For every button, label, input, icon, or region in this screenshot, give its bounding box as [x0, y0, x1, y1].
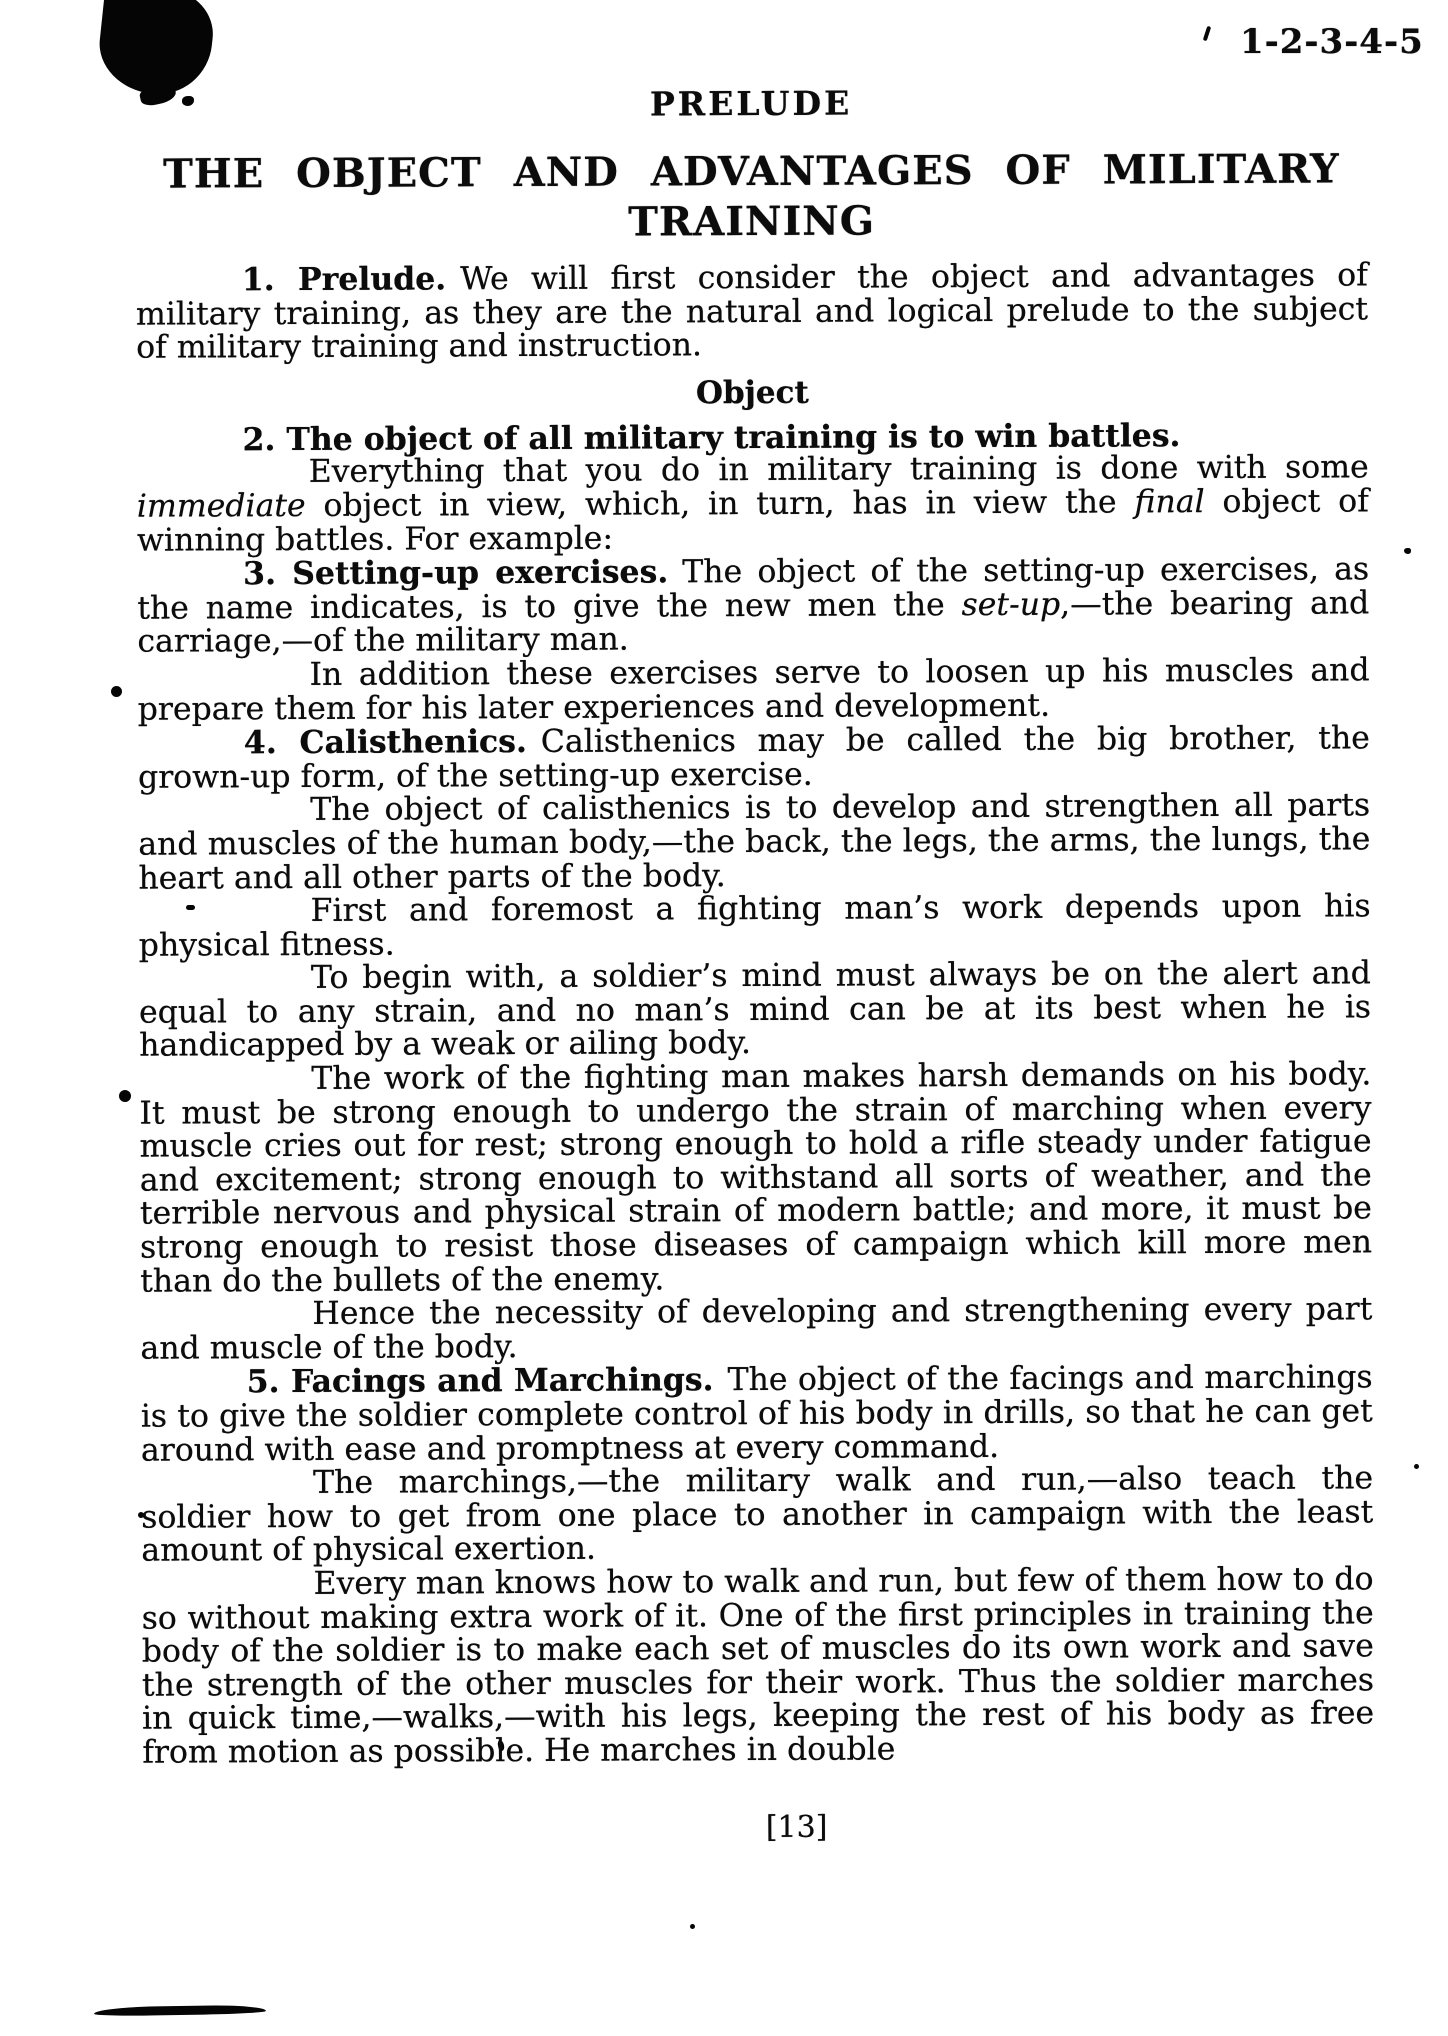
- chapter-title-line-1: THE OBJECT AND ADVANTAGES OF MILITARY: [162, 145, 1340, 198]
- paragraph-5c: Every man knows how to walk and run, but few of them how to do so without making extra work of it. One of the first principles in training the body of the soldier is to make each set of muscles do its own work and save the strength of the other muscles for their work. Thus the soldier marches in quick time,—walks,—with his legs, keeping the rest of his body as free from motion as possible. He marches in double: [141, 1561, 1375, 1771]
- paragraph-2-seg: object in view, which, in turn, has in view the: [305, 484, 1135, 524]
- paragraph-3-seg: The object of the setting-up exercises, as the name indicates, is to give the new men the: [137, 551, 1370, 627]
- paragraph-1-lead: 1. Prelude.: [241, 260, 447, 299]
- paragraph-4: [138, 721, 1370, 795]
- ink-blot-stain: [95, 0, 217, 100]
- paragraph-4-lead: 4. Calisthenics.: [243, 723, 527, 762]
- text-column: [135, 81, 1375, 1847]
- paragraph-5-body: The object of the facings and marchings is to give the soldier complete control of his body in drills, so that he can get around with ease and promptness at every command.: [140, 1359, 1373, 1469]
- paragraph-2-seg: object of winning battles. For example:: [136, 483, 1369, 559]
- paragraph-3b: In addition these exercises serve to loosen up his muscles and prepare them for his later experiences and development.: [137, 652, 1370, 728]
- section-heading-object: Object: [695, 374, 809, 412]
- stray-ink-dot: [1414, 1464, 1419, 1469]
- paragraph-1: [136, 258, 1368, 365]
- paragraph-5b: The marchings,—the military walk and run,—also teach the soldier how to get from one place to another in campaign with the least amount of physical exertion.: [141, 1460, 1374, 1570]
- paragraph-1-body: We will first consider the object and advantages of military training, as they are the natural and logical prelude to the subject of military training and instruction.: [135, 257, 1369, 366]
- ink-smudge: [94, 2004, 266, 2016]
- paragraph-4f: Hence the necessity of developing and strengthening every part and muscle of the body.: [140, 1291, 1373, 1367]
- paragraph-4-body: Calisthenics may be called the big brother, the grown-up form, of the setting-up exercise.: [137, 720, 1370, 796]
- page-number: [13]: [765, 1809, 828, 1845]
- stray-ink-dot: [1404, 548, 1411, 554]
- paragraph-2-heading: 2. The object of all military training is to win battles.: [242, 416, 1181, 459]
- stray-ink-dot: [690, 1924, 695, 1929]
- margin-dot-mark: [119, 1090, 131, 1102]
- paragraph-3-seg: ,—the bearing and carriage,—of the military man.: [137, 585, 1370, 661]
- corner-page-code: 1-2-3-4-5: [1240, 22, 1424, 62]
- running-head: PRELUDE: [649, 83, 853, 124]
- paragraph-4b: The object of calisthenics is to develop and strengthen all parts and muscles of the human body,—the back, the legs, the arms, the lungs, the heart and all other parts of the body.: [138, 787, 1371, 897]
- paragraph-5: [141, 1361, 1373, 1468]
- paragraph-3-italic-set-up: set-up: [961, 586, 1061, 623]
- body-text: [136, 258, 1375, 1770]
- paragraph-2-seg: Everything that you do in military training is done with some: [308, 449, 1369, 491]
- chapter-title: [135, 144, 1367, 249]
- pen-tick-mark: [1203, 26, 1211, 42]
- paragraph-2-italic-immediate: immediate: [136, 487, 306, 525]
- paragraph-3: [137, 552, 1369, 659]
- chapter-title-line-2: TRAINING: [628, 197, 876, 246]
- paragraph-4d: To begin with, a soldier’s mind must always be on the alert and equal to any strain, and no man’s mind can be at its best when he is handicapped by a weak or ailing body.: [138, 955, 1372, 1065]
- paragraph-4c: First and foremost a fighting man’s work depends upon his physical fitness.: [138, 888, 1371, 964]
- paragraph-3-lead: 3. Setting-up exercises.: [243, 553, 669, 593]
- paragraph-2: [136, 449, 1369, 559]
- margin-dot-mark: [111, 686, 122, 697]
- paragraph-5-lead: 5. Facings and Marchings.: [246, 1361, 714, 1401]
- paragraph-4e: The work of the fighting man makes harsh demands on his body. It must be strong enough to undergo the strain of marching when every muscle cries out for rest; strong enough to hold a rifle steady under fatigue and excitement; strong enough to withstand all sorts of weather, and the terrible nervous and physical strain of modern battle; and more, it must be strong enough to resist those diseases of campaign which kill more men than do the bullets of the enemy.: [139, 1056, 1373, 1300]
- paragraph-2-italic-final: final: [1134, 483, 1205, 521]
